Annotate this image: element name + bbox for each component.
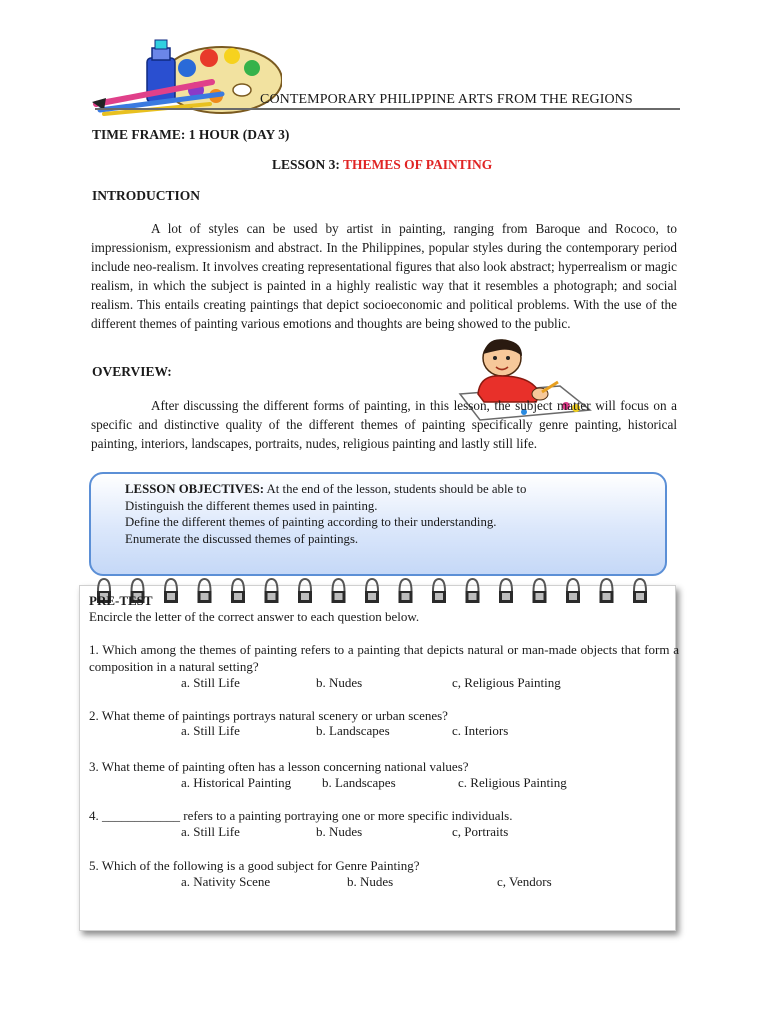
- header-rule: [95, 108, 680, 110]
- spiral-ring: [399, 579, 413, 603]
- q5-option-c[interactable]: c, Vendors: [497, 874, 552, 889]
- q4-option-a[interactable]: a. Still Life: [181, 824, 240, 839]
- introduction-paragraph: [91, 219, 677, 333]
- q1-option-c[interactable]: c, Religious Painting: [452, 675, 561, 690]
- lesson-topic: THEMES OF PAINTING: [343, 157, 493, 172]
- introduction-heading: INTRODUCTION: [92, 188, 201, 203]
- question-2: 2. What theme of paintings portrays natural scenery or urban scenes?: [89, 708, 448, 723]
- art-supplies-logo: [92, 38, 282, 116]
- spiral-ring: [164, 579, 178, 603]
- header-title: CONTEMPORARY PHILIPPINE ARTS FROM THE REGIONS: [260, 92, 633, 107]
- spiral-binding-icon: [94, 577, 674, 607]
- lesson-title: [272, 157, 492, 173]
- overview-text: After discussing the different forms of painting, in this lesson, the subject matter will focus on a specific and distinctive quality of the different themes of painting specifically genre painting, historical painting, interiors, landscapes, portraits, nudes, religious painting and lastly still life.: [91, 398, 677, 451]
- overview-heading: OVERVIEW:: [92, 364, 172, 379]
- objectives-content: [125, 481, 526, 547]
- spiral-ring: [499, 579, 513, 603]
- question-5: 5. Which of the following is a good subject for Genre Painting?: [89, 858, 420, 873]
- question-4: 4. ____________ refers to a painting portraying one or more specific individuals.: [89, 808, 513, 823]
- q2-option-a[interactable]: a. Still Life: [181, 723, 240, 738]
- q4-option-c[interactable]: c, Portraits: [452, 824, 509, 839]
- spiral-ring: [365, 579, 379, 603]
- lesson-number: LESSON 3: [272, 157, 336, 172]
- time-frame: TIME FRAME: 1 HOUR (DAY 3): [92, 127, 290, 142]
- spiral-ring: [466, 579, 480, 603]
- introduction-text: A lot of styles can be used by artist in painting, ranging from Baroque and Rococo, to impressionism, expressionism and abstract. In the Philippines, popular styles during the contemporary period include neo-realism. It involves creating representational figures that also look abstract; hyperrealism or magic realism, in which the subject is painted in a highly realistic way that it resembles a photograph; and social realism. This entails creating paintings that depict socioeconomic and political problems. With the use of the different themes of painting various emotions and thoughts are being showed to the public.: [91, 221, 677, 331]
- q1-option-a[interactable]: a. Still Life: [181, 675, 240, 690]
- spiral-ring: [600, 579, 614, 603]
- q3-option-c[interactable]: c. Religious Painting: [458, 775, 567, 790]
- q2-option-b[interactable]: b. Landscapes: [316, 723, 390, 738]
- q2-option-c[interactable]: c. Interiors: [452, 723, 509, 738]
- objectives-intro: At the end of the lesson, students should be able to: [264, 482, 527, 496]
- q5-option-a[interactable]: a. Nativity Scene: [181, 874, 271, 889]
- q5-option-b[interactable]: b. Nudes: [347, 874, 394, 889]
- objective-item: Distinguish the different themes used in painting.: [125, 498, 378, 513]
- objectives-label: LESSON OBJECTIVES:: [125, 482, 265, 496]
- objectives-header: [125, 481, 526, 498]
- spiral-ring: [566, 579, 580, 603]
- spiral-ring: [198, 579, 212, 603]
- objective-item: Define the different themes of painting according to their understanding.: [125, 515, 497, 529]
- spiral-ring: [332, 579, 346, 603]
- q3-option-a[interactable]: a. Historical Painting: [181, 775, 292, 790]
- question-1: 1. Which among the themes of painting refers to a painting that depicts natural or man-made objects that form a composition in a natural setting?: [89, 642, 679, 674]
- spiral-ring: [633, 579, 647, 603]
- q4-option-b[interactable]: b. Nudes: [316, 824, 363, 839]
- spiral-ring: [265, 579, 279, 603]
- q1-option-b[interactable]: b. Nudes: [316, 675, 363, 690]
- spiral-ring: [298, 579, 312, 603]
- spiral-ring: [231, 579, 245, 603]
- pretest-heading: PRE-TEST: [89, 593, 153, 608]
- spiral-ring: [432, 579, 446, 603]
- overview-paragraph: [91, 396, 677, 453]
- q3-option-b[interactable]: b. Landscapes: [322, 775, 396, 790]
- objective-item: Enumerate the discussed themes of paintings.: [125, 531, 359, 546]
- question-3: 3. What theme of painting often has a lesson concerning national values?: [89, 759, 469, 774]
- spiral-ring: [533, 579, 547, 603]
- pretest-instruction: Encircle the letter of the correct answer to each question below.: [89, 609, 420, 624]
- lesson-colon: :: [335, 157, 344, 172]
